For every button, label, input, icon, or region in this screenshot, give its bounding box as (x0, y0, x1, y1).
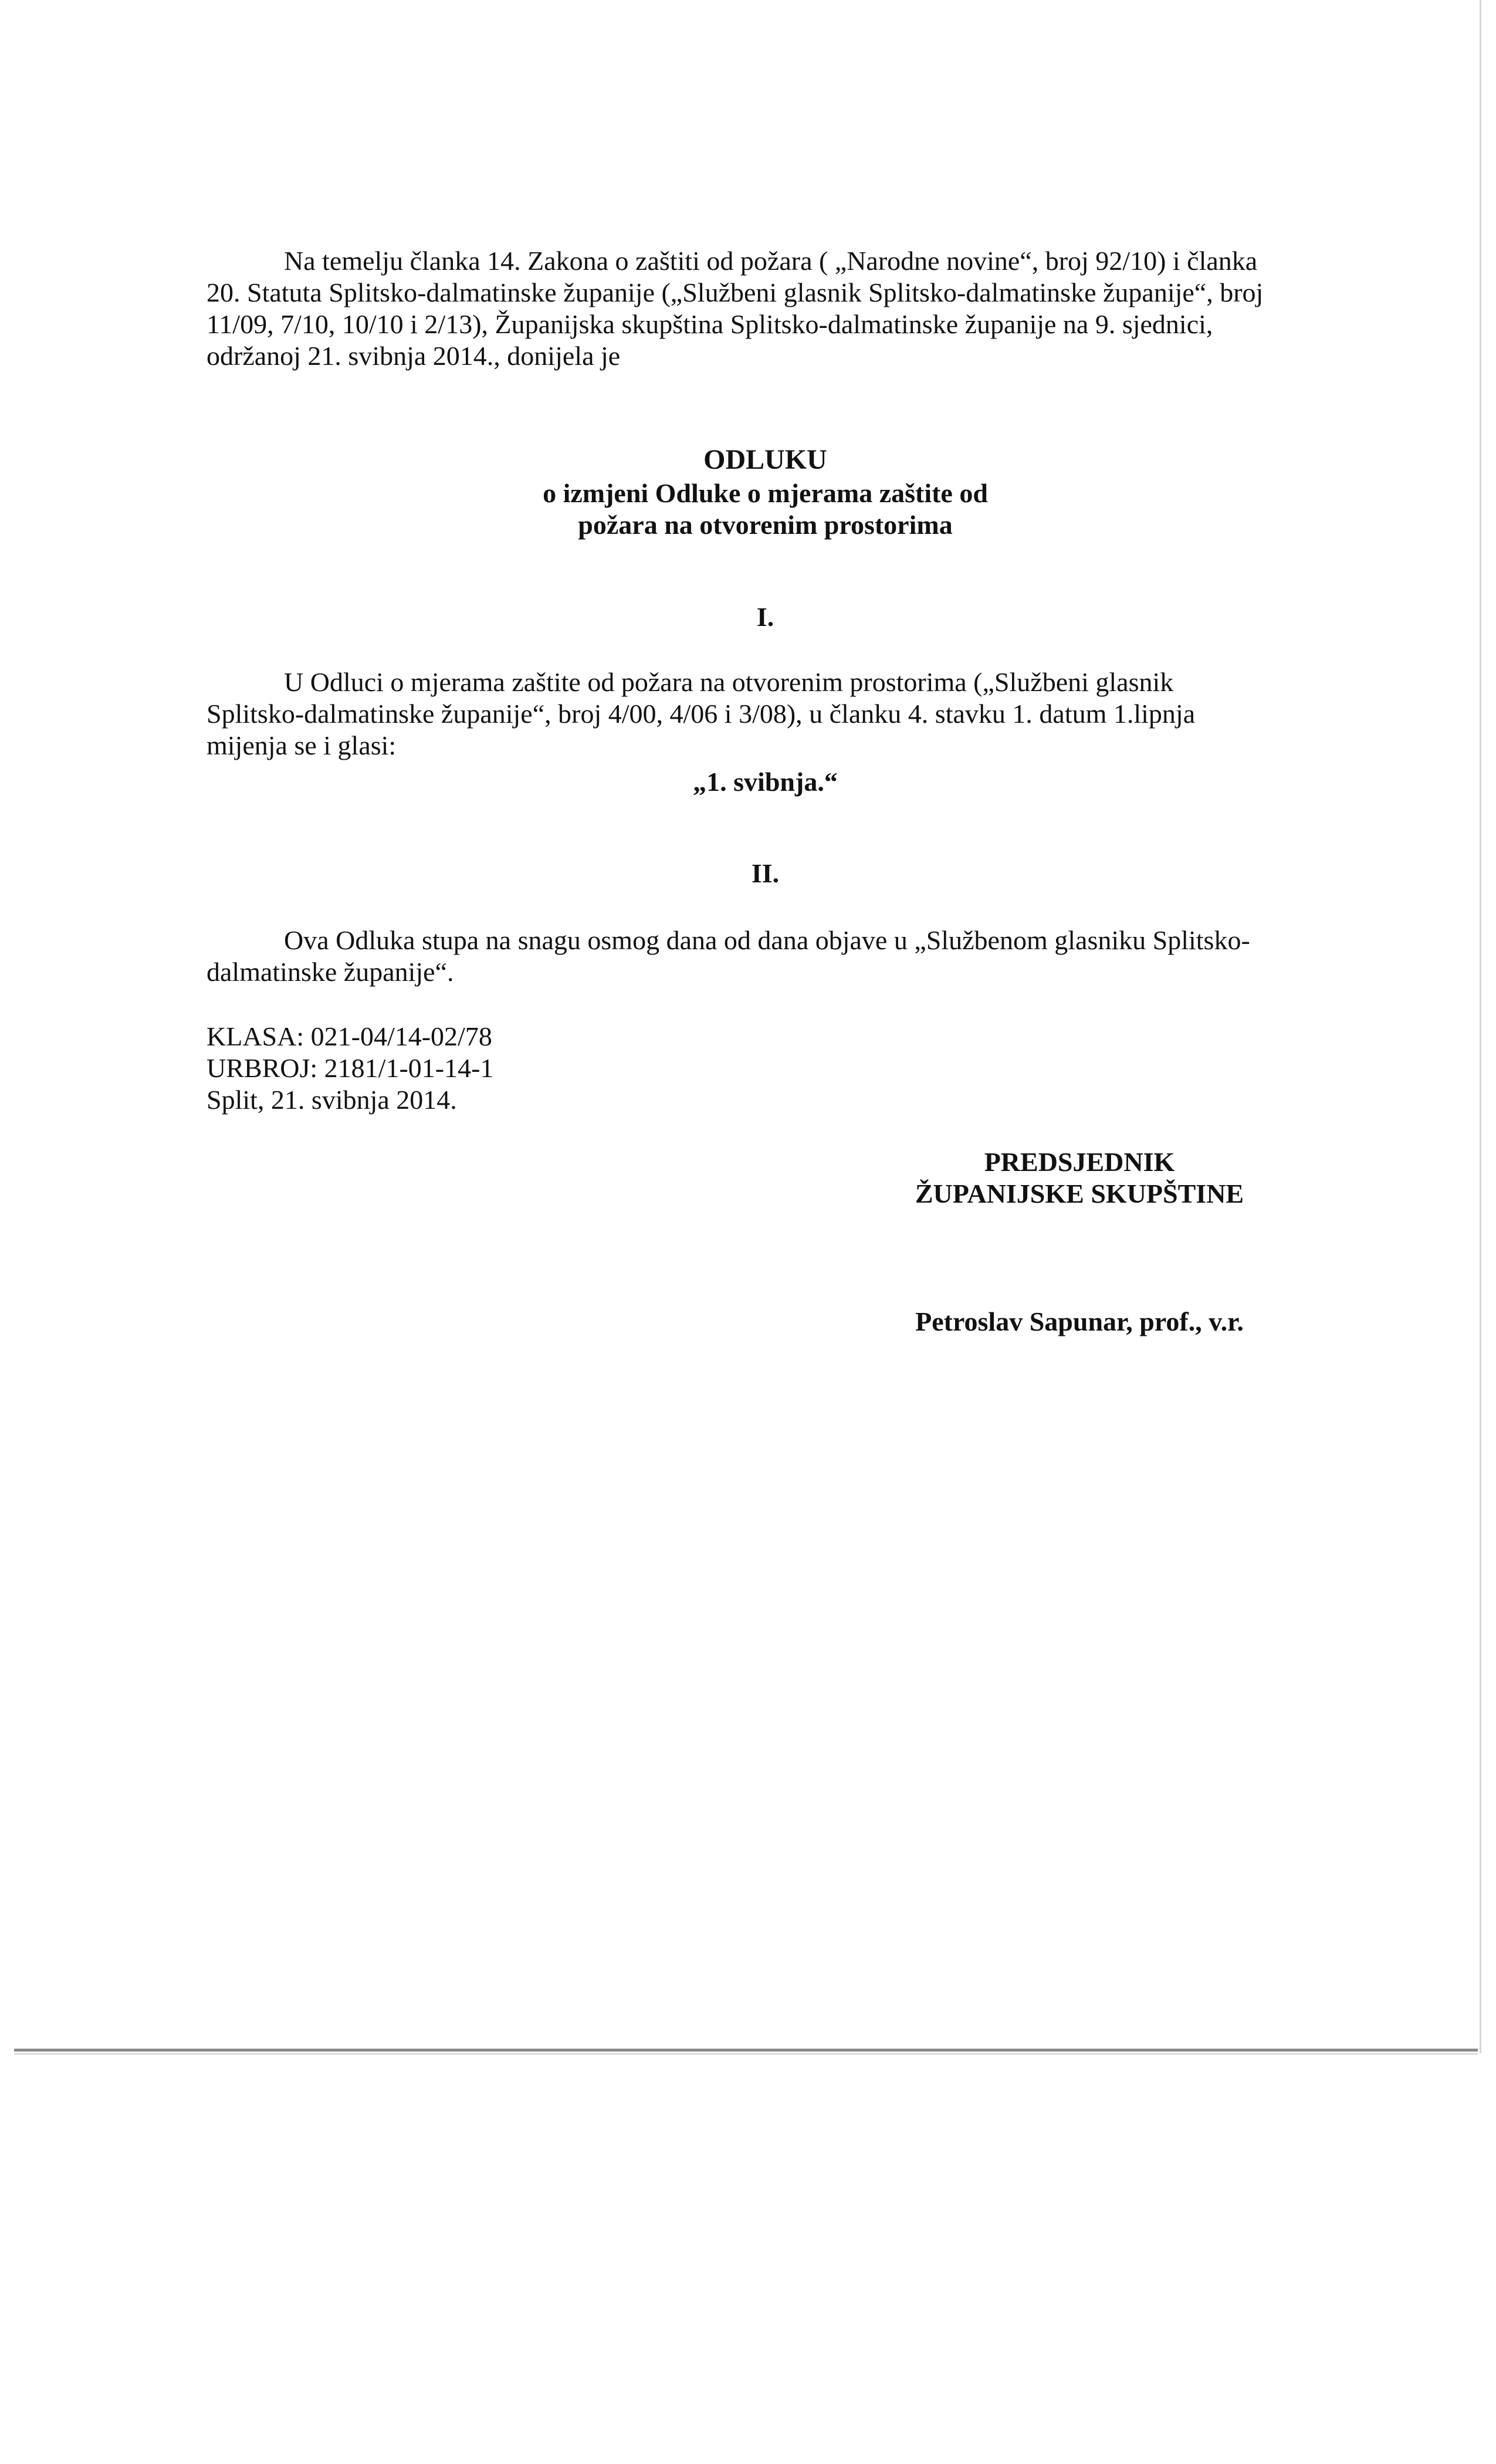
preamble-line-4: održanoj 21. svibnja 2014., donijela je (207, 341, 621, 371)
section-1-quote: „1. svibnja.“ (693, 767, 838, 797)
klasa-line: KLASA: 021-04/14-02/78 (207, 1021, 492, 1051)
decision-subtitle-line-2: požara na otvorenim prostorima (578, 510, 953, 540)
decision-title: ODLUKU (703, 444, 827, 475)
section-2-line-2: dalmatinske županije“. (207, 957, 454, 987)
signature-title-1: PREDSJEDNIK (984, 1147, 1175, 1177)
signatory-name: Petroslav Sapunar, prof., v.r. (915, 1307, 1244, 1336)
section-1-line-1: U Odluci o mjerama zaštite od požara na otvorenim prostorima („Službeni glasnik (284, 667, 1174, 697)
urbroj-line: URBROJ: 2181/1-01-14-1 (207, 1053, 494, 1083)
reference-block (207, 1021, 911, 1116)
section-2-heading: II. (751, 858, 780, 888)
page-bottom-rule-shadow (14, 2053, 1478, 2055)
preamble-line-1: Na temelju članka 14. Zakona o zaštiti od požara ( „Narodne novine“, broj 92/10) i članka (284, 246, 1258, 276)
section-1-line-3: mijenja se i glasi: (207, 730, 397, 760)
scan-edge-line (1480, 0, 1481, 2053)
preamble-line-2: 20. Statuta Splitsko-dalmatinske županije („Službeni glasnik Splitsko-dalmatinske županije“, broj (207, 277, 1264, 307)
section-2-line-1: Ova Odluka stupa na snagu osmog dana od dana objave u „Službenom glasniku Splitsko- (284, 925, 1250, 955)
decision-subtitle-line-1: o izmjeni Odluke o mjerama zaštite od (543, 478, 988, 508)
preamble (207, 245, 1324, 372)
page-bottom-rule (14, 2049, 1478, 2052)
signature-title-2: ŽUPANIJSKE SKUPŠTINE (915, 1179, 1244, 1209)
preamble-line-3: 11/09, 7/10, 10/10 i 2/13), Županijska skupština Splitsko-dalmatinske županije na 9. sjednici, (207, 309, 1213, 339)
section-1-body (207, 666, 1324, 761)
section-2-body (207, 925, 1324, 988)
section-1-line-2: Splitsko-dalmatinske županije“, broj 4/00, 4/06 i 3/08), u članku 4. stavku 1. datum 1.lipnja (207, 699, 1196, 729)
section-1-heading: I. (756, 602, 774, 632)
place-date-line: Split, 21. svibnja 2014. (207, 1085, 457, 1115)
